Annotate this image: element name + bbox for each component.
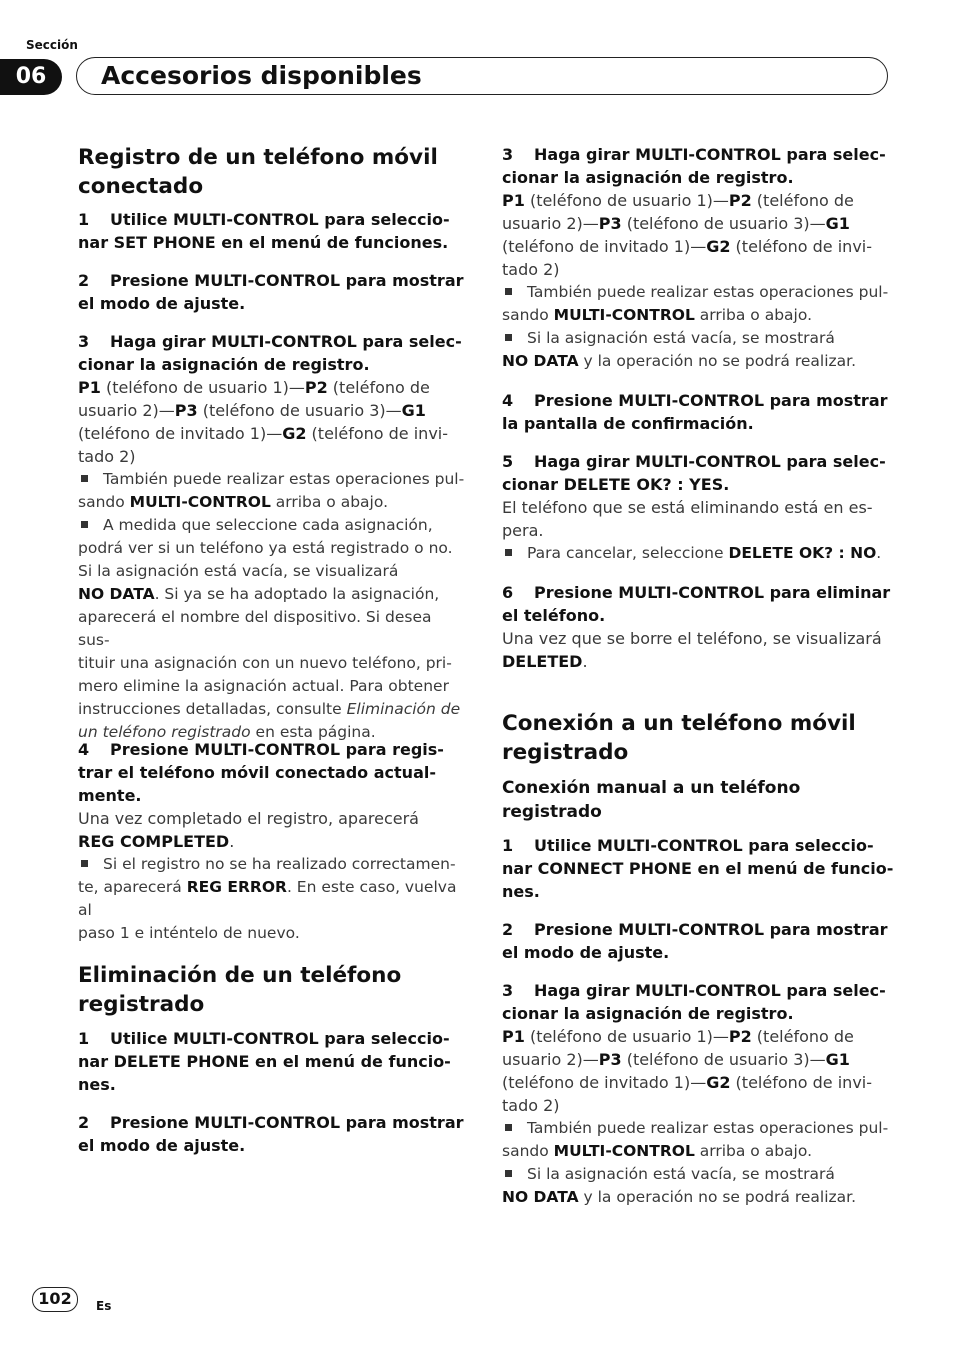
elim-step-6 — [502, 581, 894, 673]
step-text: el teléfono. — [502, 606, 606, 625]
note-text: arriba o abajo. — [694, 1142, 813, 1160]
step-text: Presione MULTI-CONTROL para mostrar — [534, 391, 888, 410]
step-text: Presione MULTI-CONTROL para eliminar — [534, 583, 891, 602]
elim-step-2 — [78, 1111, 466, 1157]
step-text: nes. — [78, 1075, 116, 1094]
note-text: tituir una asignación con un nuevo teléfono, pri- — [78, 654, 452, 672]
note — [502, 327, 894, 373]
note-text: y la operación no se podrá realizar. — [578, 1188, 857, 1206]
note-text: Si la asignación está vacía, se mostrará — [527, 1165, 835, 1183]
conn-step-1 — [502, 834, 894, 903]
reg-step-2 — [78, 269, 466, 315]
p1-label: P1 — [502, 1027, 525, 1046]
note-bold: MULTI-CONTROL — [553, 1142, 695, 1160]
note-text: arriba o abajo. — [694, 306, 813, 324]
body-text: (teléfono de — [327, 378, 430, 397]
body-text: (teléfono de — [751, 1027, 854, 1046]
p3-label: P3 — [598, 1050, 622, 1069]
reg-step-4 — [78, 738, 466, 945]
step-number: 3 — [502, 145, 514, 164]
step-body — [502, 627, 894, 673]
p1-label: P1 — [502, 191, 525, 210]
conexion-subheading — [502, 776, 894, 824]
bullet-square-icon — [81, 521, 88, 528]
section-title: Accesorios disponibles — [101, 61, 422, 90]
note — [78, 514, 466, 744]
elim-step-4 — [502, 389, 894, 435]
note-text: mero elimine la asignación actual. Para obtener — [78, 677, 449, 695]
step-text: Haga girar MULTI-CONTROL para selec- — [110, 332, 462, 351]
note-text: sando — [78, 493, 130, 511]
body-text: (teléfono de usuario 1)— — [524, 1027, 729, 1046]
note-text: . Si ya se ha adoptado la asignación, — [154, 585, 440, 603]
note — [502, 1117, 894, 1163]
step-text: Haga girar MULTI-CONTROL para selec- — [534, 981, 886, 1000]
bullet-square-icon — [505, 1124, 512, 1131]
g1-label: G1 — [825, 214, 850, 233]
note-bold: REG ERROR — [186, 878, 287, 896]
conn-step-3 — [502, 979, 894, 1209]
body-text: El teléfono que se está eliminando está en es- — [502, 498, 873, 517]
body-text: (teléfono de invitado 1)— — [502, 1073, 707, 1092]
step-number: 2 — [78, 271, 90, 290]
step-text: Utilice MULTI-CONTROL para seleccio- — [110, 210, 450, 229]
body-text: usuario 2)— — [78, 401, 175, 420]
step-body — [78, 807, 466, 853]
heading-line: conectado — [78, 174, 204, 199]
body-text: tado 2) — [78, 447, 136, 466]
body-text: usuario 2)— — [502, 1050, 599, 1069]
bullet-square-icon — [505, 334, 512, 341]
note-text: paso 1 e inténtelo de nuevo. — [78, 924, 300, 942]
note-text: Si la asignación está vacía, se visualizará — [78, 562, 399, 580]
conn-step-2 — [502, 918, 894, 964]
step-text: nes. — [502, 882, 540, 901]
registro-heading — [78, 143, 466, 201]
heading-line: registrado — [502, 740, 629, 765]
note-text: También puede realizar estas operaciones pul- — [527, 283, 889, 301]
note-text: instrucciones detalladas, consulte — [78, 700, 347, 718]
body-text: (teléfono de invitado 1)— — [78, 424, 283, 443]
note-bold: NO DATA — [78, 585, 155, 603]
heading-line: registrado — [78, 992, 205, 1017]
body-text: (teléfono de invi- — [730, 1073, 872, 1092]
eliminacion-heading — [78, 961, 466, 1019]
step-text: el modo de ajuste. — [78, 1136, 246, 1155]
note-text: . — [876, 544, 882, 562]
body-text: usuario 2)— — [502, 214, 599, 233]
step-number: 2 — [78, 1113, 90, 1132]
reg-step-3 — [78, 330, 466, 744]
g2-label: G2 — [706, 237, 731, 256]
step-text: nar DELETE PHONE en el menú de funcio- — [78, 1052, 451, 1071]
body-text: (teléfono de invitado 1)— — [502, 237, 707, 256]
g2-label: G2 — [706, 1073, 731, 1092]
cross-reference-link: un teléfono registrado — [78, 723, 251, 741]
note-text: Para cancelar, seleccione — [527, 544, 729, 562]
step-body — [502, 496, 894, 542]
g2-label: G2 — [282, 424, 307, 443]
step-number: 6 — [502, 583, 514, 602]
note-text: Si la asignación está vacía, se mostrará — [527, 329, 835, 347]
section-label: Sección — [26, 38, 78, 52]
body-text: Una vez completado el registro, aparecerá — [78, 809, 419, 828]
p3-label: P3 — [174, 401, 198, 420]
step-text: cionar DELETE OK? : YES. — [502, 475, 730, 494]
assignment-list — [78, 376, 466, 468]
p2-label: P2 — [728, 191, 752, 210]
note-text: sando — [502, 306, 554, 324]
bullet-square-icon — [81, 475, 88, 482]
step-number: 1 — [502, 836, 514, 855]
subheading-line: Conexión manual a un teléfono — [502, 778, 801, 798]
bullet-square-icon — [505, 288, 512, 295]
body-text: (teléfono de usuario 1)— — [524, 191, 729, 210]
step-text: Presione MULTI-CONTROL para regis- — [110, 740, 444, 759]
step-text: trar el teléfono móvil conectado actual- — [78, 763, 436, 782]
note — [78, 468, 466, 514]
body-text: . — [229, 832, 235, 851]
elim-step-3 — [502, 143, 894, 373]
body-text: (teléfono de invi- — [730, 237, 872, 256]
step-text: Utilice MULTI-CONTROL para seleccio- — [110, 1029, 450, 1048]
bullet-square-icon — [505, 549, 512, 556]
bullet-square-icon — [505, 1170, 512, 1177]
step-number: 4 — [78, 740, 90, 759]
note-text: También puede realizar estas operaciones pul- — [527, 1119, 889, 1137]
note-bold: NO DATA — [502, 352, 579, 370]
note-bold: NO DATA — [502, 1188, 579, 1206]
step-number: 5 — [502, 452, 514, 471]
step-text: Presione MULTI-CONTROL para mostrar — [534, 920, 888, 939]
p2-label: P2 — [728, 1027, 752, 1046]
step-number: 1 — [78, 210, 90, 229]
page-number: 102 — [32, 1287, 78, 1312]
step-text: nar CONNECT PHONE en el menú de funcio- — [502, 859, 894, 878]
note-bold: DELETE OK? : NO — [728, 544, 877, 562]
body-text: (teléfono de — [751, 191, 854, 210]
step-text: Haga girar MULTI-CONTROL para selec- — [534, 145, 886, 164]
step-text: Presione MULTI-CONTROL para mostrar — [110, 1113, 464, 1132]
step-text: Presione MULTI-CONTROL para mostrar — [110, 271, 464, 290]
assignment-list — [502, 189, 894, 281]
display-message: DELETED — [502, 652, 583, 671]
p2-label: P2 — [304, 378, 328, 397]
heading-line: Registro de un teléfono móvil — [78, 145, 438, 170]
elim-step-1 — [78, 1027, 466, 1096]
step-text: cionar la asignación de registro. — [78, 355, 370, 374]
note-text: Si el registro no se ha realizado correctamen- — [103, 855, 456, 873]
step-text: el modo de ajuste. — [78, 294, 246, 313]
note-text: . En este caso, vuelva al — [78, 878, 457, 919]
body-text: (teléfono de usuario 3)— — [621, 1050, 826, 1069]
note-text: También puede realizar estas operaciones pul- — [103, 470, 465, 488]
note-text: sando — [502, 1142, 554, 1160]
note — [502, 542, 894, 565]
reg-step-1 — [78, 208, 466, 254]
step-text: cionar la asignación de registro. — [502, 1004, 794, 1023]
note-text: y la operación no se podrá realizar. — [578, 352, 857, 370]
g1-label: G1 — [825, 1050, 850, 1069]
body-text: (teléfono de invi- — [306, 424, 448, 443]
g1-label: G1 — [401, 401, 426, 420]
elim-step-5 — [502, 450, 894, 565]
heading-line: Eliminación de un teléfono — [78, 963, 402, 988]
note-text: te, aparecerá — [78, 878, 187, 896]
note-text: en esta página. — [250, 723, 376, 741]
step-number: 3 — [78, 332, 90, 351]
body-text: . — [582, 652, 588, 671]
note — [502, 281, 894, 327]
body-text: (teléfono de usuario 3)— — [621, 214, 826, 233]
step-text: cionar la asignación de registro. — [502, 168, 794, 187]
step-text: mente. — [78, 786, 142, 805]
step-text: la pantalla de confirmación. — [502, 414, 754, 433]
subheading-line: registrado — [502, 802, 602, 822]
note — [502, 1163, 894, 1209]
p3-label: P3 — [598, 214, 622, 233]
step-number: 4 — [502, 391, 514, 410]
step-number: 3 — [502, 981, 514, 1000]
note-text: podrá ver si un teléfono ya está registrado o no. — [78, 539, 453, 557]
note-text: arriba o abajo. — [270, 493, 389, 511]
body-text: (teléfono de usuario 1)— — [100, 378, 305, 397]
note-text: aparecerá el nombre del dispositivo. Si desea sus- — [78, 608, 432, 649]
bullet-square-icon — [81, 860, 88, 867]
note — [78, 853, 466, 945]
body-text: Una vez que se borre el teléfono, se visualizará — [502, 629, 882, 648]
body-text: tado 2) — [502, 1096, 560, 1115]
note-bold: MULTI-CONTROL — [553, 306, 695, 324]
section-number-badge: 06 — [0, 59, 62, 95]
assignment-list — [502, 1025, 894, 1117]
section-title-bar — [76, 57, 888, 95]
p1-label: P1 — [78, 378, 101, 397]
note-text: A medida que seleccione cada asignación, — [103, 516, 433, 534]
cross-reference-link: Eliminación de — [346, 700, 461, 718]
language-code: Es — [96, 1299, 112, 1313]
body-text: pera. — [502, 521, 544, 540]
heading-line: Conexión a un teléfono móvil — [502, 711, 856, 736]
step-number: 1 — [78, 1029, 90, 1048]
step-text: Haga girar MULTI-CONTROL para selec- — [534, 452, 886, 471]
body-text: (teléfono de usuario 3)— — [197, 401, 402, 420]
conexion-heading — [502, 709, 894, 767]
display-message: REG COMPLETED — [78, 832, 230, 851]
step-text: el modo de ajuste. — [502, 943, 670, 962]
step-text: Utilice MULTI-CONTROL para seleccio- — [534, 836, 874, 855]
step-number: 2 — [502, 920, 514, 939]
body-text: tado 2) — [502, 260, 560, 279]
step-text: nar SET PHONE en el menú de funciones. — [78, 233, 449, 252]
note-bold: MULTI-CONTROL — [129, 493, 271, 511]
